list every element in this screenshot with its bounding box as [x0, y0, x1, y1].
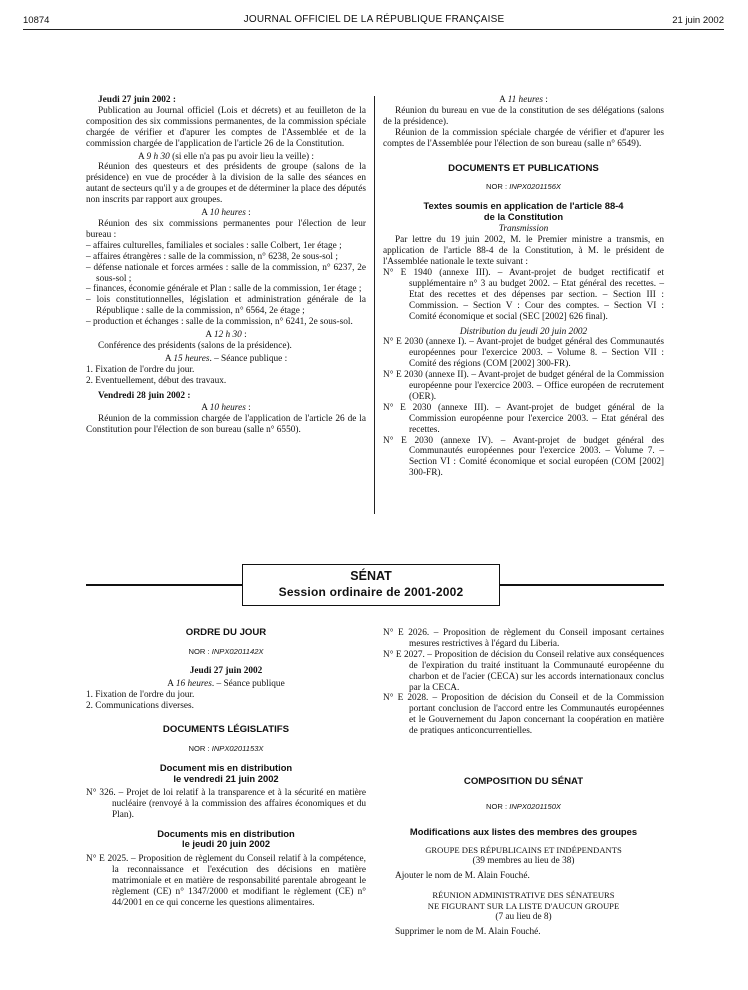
- time-suffix: . – Séance publique: [211, 678, 285, 689]
- agenda-list: [86, 365, 366, 387]
- time-12-line: [86, 330, 366, 341]
- odj-heading: ORDRE DU JOUR: [185, 627, 267, 638]
- time-930-line: [86, 152, 366, 163]
- modif-heading: Modifications aux listes des membres des groupes: [409, 825, 638, 837]
- left-top-column: [86, 95, 366, 436]
- time-16: 16 heures: [175, 678, 212, 689]
- list-item: – lois constitutionnelles, législation et administration générale de la République : salle de la commission, n° 6564, 2e étage ;: [86, 295, 366, 317]
- mis-dist-2a: Documents mis en distribution: [157, 827, 295, 839]
- session-title: Session ordinaire de 2001-2002: [278, 585, 464, 599]
- nor-code: INPX0201150X: [509, 801, 561, 811]
- group2-name-1: RÉUNION ADMINISTRATIVE DES SÉNATEURS: [432, 890, 615, 901]
- time-12: 12 h 30: [213, 330, 242, 341]
- group2-count: (7 au lieu de 8): [495, 911, 552, 922]
- time-10-line: [86, 208, 366, 219]
- nor-code: INPX0201153X: [211, 744, 264, 754]
- time-suffix: :: [241, 330, 247, 341]
- list-item: 2. Eventuellement, début des travaux.: [86, 375, 227, 386]
- time-11: 11 heures: [507, 95, 543, 105]
- nor-label: NOR :: [485, 801, 510, 811]
- time-prefix: A: [499, 95, 508, 105]
- time-16-line: [86, 679, 366, 690]
- speciale-paragraph: Réunion de la commission spéciale chargée de vérifier et d'apurer les comptes de l'Assemblée pour l'élection de son bureau (salle n° 6549).: [383, 127, 664, 149]
- list-item: 1. Fixation de l'ordre du jour.: [86, 364, 195, 375]
- textes-heading-1: Textes soumis en application de l'article 88-4: [423, 200, 624, 212]
- nor-reference: [383, 802, 664, 813]
- textes-heading-2: de la Constitution: [483, 210, 564, 222]
- entry-326: N° 326. – Projet de loi relatif à la transparence et à la sécurité en matière nucléaire (renvoyé à la commission des affaires économiques et du Plan).: [86, 788, 366, 821]
- composition-heading: COMPOSITION DU SÉNAT: [463, 776, 584, 788]
- time-11-line: [383, 95, 664, 106]
- time-suffix: :: [245, 403, 251, 414]
- art26-paragraph: Réunion de la commission chargée de l'application de l'article 26 de la Constitution pour l'élection de son bureau (salle n° 6550).: [86, 414, 366, 436]
- group2-action: Supprimer le nom de M. Alain Fouché.: [395, 926, 541, 937]
- box-rule-right: [499, 584, 664, 586]
- transmission-heading: Transmission: [498, 224, 549, 235]
- transmis-paragraph: Par lettre du 19 juin 2002, M. le Premier ministre a transmis, en application de l'article 88-4 de la Constitution, à M. le président de l'Assemblée nationale le texte suivant :: [383, 235, 664, 268]
- time-930: 9 h 30: [146, 151, 170, 162]
- questeurs-paragraph: Réunion des questeurs et des présidents de groupe (salons de la présidence) en vue de procéder à la division de la salle des séances en autant de secteurs qu'il y a de groupes et de déterminer la place des députés non inscrits par rapport aux groupes.: [86, 162, 366, 206]
- nor-reference: [86, 647, 366, 658]
- list-item: – affaires culturelles, familiales et sociales : salle Colbert, 1er étage ;: [86, 240, 342, 251]
- time-10b-line: [86, 403, 366, 414]
- running-header: [0, 0, 748, 34]
- entry-e2030-3: N° E 2030 (annexe III). – Avant-projet de budget général de la Commission européenne pour l'exercice 2003. – Etat général des recettes.: [383, 402, 664, 435]
- time-prefix: A: [164, 353, 174, 364]
- odj-date: Jeudi 27 juin 2002: [189, 665, 263, 676]
- time-15: 15 heures: [173, 353, 210, 364]
- entry-e2026: N° E 2026. – Proposition de règlement du Conseil imposant certaines mesures restrictives à l'égard du Liberia.: [383, 628, 664, 649]
- time-suffix: :: [542, 95, 548, 105]
- doclegis-heading: DOCUMENTS LÉGISLATIFS: [162, 724, 290, 736]
- entry-e2025: N° E 2025. – Proposition de règlement du Conseil relatif à la compétence, la reconnaissance et l'exécution des décisions en matière matrimoniale et en matière de responsabilité parentale abrogeant le règlement (CE) n° 1347/2000 et modifiant le règlement (CE) n° 44/2001 en ce qui concerne les questions alimentaires.: [86, 853, 366, 908]
- nor-reference: [383, 182, 664, 193]
- entry-e2030-1: N° E 2030 (annexe I). – Avant-projet de budget général des Communautés européennes pour l'exercice 2003. – Volume 8. – Section VII : Comité des régions (COM [2002] 300-FR).: [383, 337, 664, 370]
- entry-e2030-4: N° E 2030 (annexe IV). – Avant-projet de budget général des Communautés européennes pour l'exercice 2003. – Volume 7. – Section VI : Comité économique et social européen (COM [2002] 300-FR).: [383, 435, 664, 479]
- time-15-line: [86, 354, 366, 365]
- mis-dist-1a: Document mis en distribution: [159, 762, 293, 774]
- time-10b: 10 heures: [209, 403, 246, 414]
- entry-e1940: N° E 1940 (annexe III). – Avant-projet de budget rectificatif et supplémentaire n° 3 au budget 2002. – Etat général des recettes. – Etat des recettes et des dépenses par section. – Section III : Commission. – Section V : Cour des comptes. – Section VI : Comité économique et social (SEC [2002] 626 final).: [383, 267, 664, 322]
- odj-agenda-list: [86, 690, 366, 712]
- header-rule: [23, 29, 724, 30]
- entry-e2027: N° E 2027. – Proposition de décision du Conseil relative aux conséquences de l'expiration du traité instituant la Communauté européenne du charbon et de l'acier (CECA) sur les accords internationaux conclus par la CECA.: [383, 649, 664, 693]
- senat-title: SÉNAT: [350, 569, 392, 583]
- senat-title-box: [242, 564, 500, 606]
- right-bottom-column: [383, 628, 664, 938]
- list-item: 2. Communications diverses.: [86, 700, 194, 711]
- day1-intro: Publication au Journal officiel (Lois et décrets) et au feuilleton de la composition des six commissions permanentes, de la commission spéciale chargée de vérifier et d'apurer les comptes de l'Assemblée et de la commission chargée de l'application de l'article 26 de la Constitution.: [86, 105, 366, 149]
- time-prefix: A: [201, 403, 210, 414]
- group1-name: GROUPE DES RÉPUBLICAINS ET INDÉPENDANTS: [425, 845, 622, 856]
- list-item: – défense nationale et forces armées : salle de la commission, n° 6237, 2e sous-sol ;: [86, 262, 366, 284]
- time-prefix: A: [205, 330, 214, 341]
- right-top-column: [383, 95, 664, 479]
- time-suffix: :: [245, 208, 251, 219]
- docpub-heading: DOCUMENTS ET PUBLICATIONS: [448, 162, 599, 174]
- box-rule-left: [86, 584, 242, 586]
- group2-name-2: NE FIGURANT SUR LA LISTE D'AUCUN GROUPE: [427, 901, 620, 911]
- nor-code: INPX0201142X: [211, 646, 264, 656]
- conference-paragraph: Conférence des présidents (salons de la présidence).: [98, 340, 292, 351]
- group1-count: (39 membres au lieu de 38): [472, 856, 575, 867]
- commission-list: [86, 241, 366, 328]
- commissions-paragraph: Réunion des six commissions permanentes pour l'élection de leur bureau :: [86, 218, 366, 240]
- page-number: 10874: [23, 15, 50, 26]
- nor-label: NOR :: [188, 744, 212, 754]
- time-suffix: . – Séance publique :: [209, 353, 288, 364]
- time-930-note: (si elle n'a pas pu avoir lieu la veille) :: [169, 151, 314, 162]
- time-10: 10 heures: [209, 208, 246, 219]
- group1-action: Ajouter le nom de M. Alain Fouché.: [395, 871, 530, 882]
- entry-e2028: N° E 2028. – Proposition de décision du Conseil et de la Commission portant conclusion de l'accord entre les Communautés européennes et le Gouvernement du Japon concernant la coopération en matière de pratiques anticoncurrentielles.: [383, 693, 664, 737]
- bureau-paragraph: Réunion du bureau en vue de la constitution de ses délégations (salons de la présidence).: [383, 105, 664, 127]
- journal-title: JOURNAL OFFICIEL DE LA RÉPUBLIQUE FRANÇAISE: [243, 14, 505, 25]
- mis-dist-1b: le vendredi 21 juin 2002: [173, 772, 279, 784]
- nor-label: NOR :: [485, 182, 510, 192]
- entry-e2030-2: N° E 2030 (annexe II). – Avant-projet de budget général de la Commission européenne pour l'exercice 2003. – Office européen de recrutement (OER).: [383, 370, 664, 402]
- column-divider: [374, 96, 375, 514]
- list-item: – affaires étrangères : salle de la commission, n° 6238, 2e sous-sol ;: [86, 251, 338, 262]
- left-bottom-column: [86, 628, 366, 909]
- issue-date: 21 juin 2002: [672, 15, 724, 26]
- distribution-date: Distribution du jeudi 20 juin 2002: [459, 326, 588, 337]
- list-item: 1. Fixation de l'ordre du jour.: [86, 689, 195, 700]
- list-item: – production et échanges : salle de la commission, n° 6241, 2e sous-sol.: [86, 317, 353, 328]
- nor-label: NOR :: [188, 646, 212, 656]
- time-prefix: A: [138, 151, 147, 162]
- day2-heading: Vendredi 28 juin 2002 :: [98, 390, 191, 401]
- list-item: – finances, économie générale et Plan : salle de la commission, 1er étage ;: [86, 284, 362, 295]
- mis-dist-2b: le jeudi 20 juin 2002: [181, 838, 271, 850]
- time-prefix: A: [201, 208, 210, 219]
- time-prefix: A: [167, 678, 176, 689]
- nor-reference: [86, 744, 366, 755]
- day1-heading: Jeudi 27 juin 2002 :: [98, 95, 177, 105]
- nor-code: INPX0201156X: [509, 182, 561, 192]
